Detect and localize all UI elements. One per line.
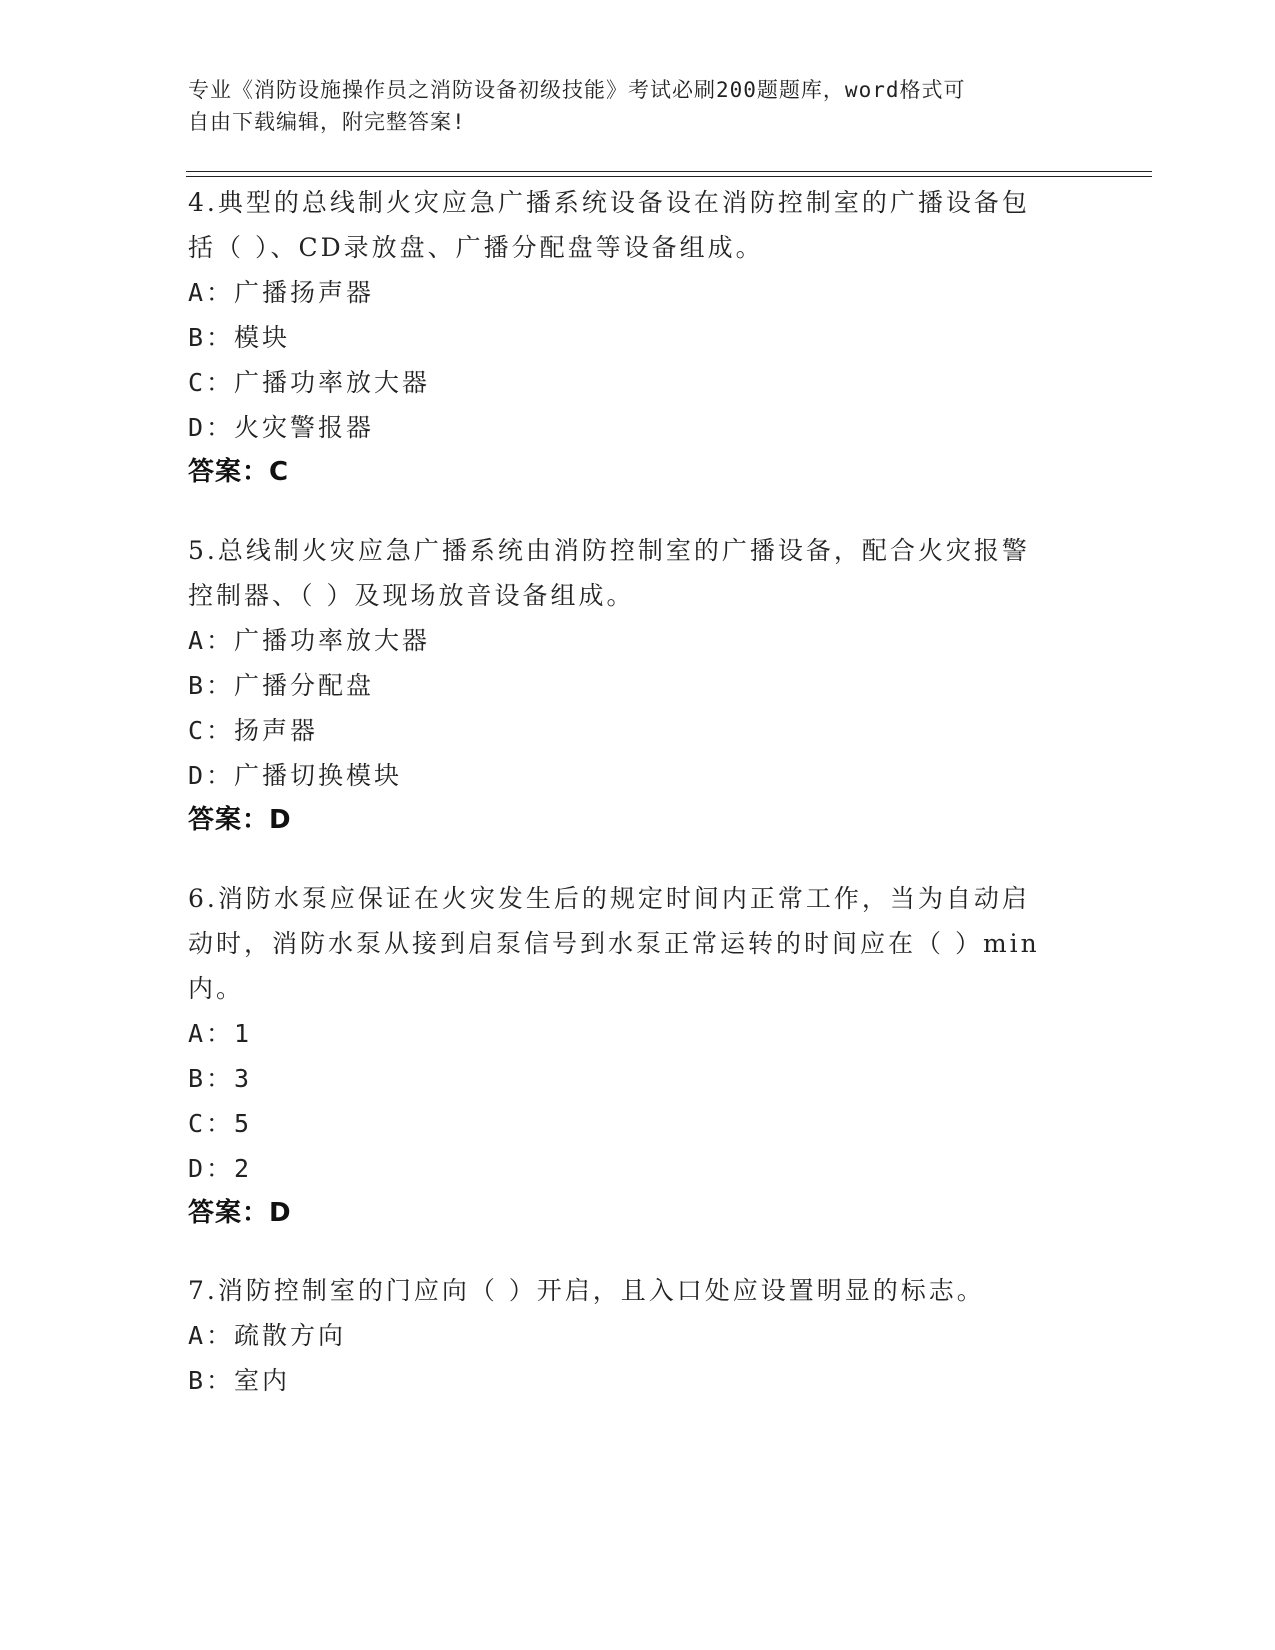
question-stem-line: 括（ ）、CD录放盘、广播分配盘等设备组成。 xyxy=(188,233,764,262)
option-a: A：广播扬声器 xyxy=(188,278,375,307)
header-divider-top xyxy=(186,171,1152,172)
header-line-1: 专业《消防设施操作员之消防设备初级技能》考试必刷200题题库，word格式可 xyxy=(188,78,966,102)
question-6 xyxy=(188,876,1088,1236)
question-stem-line: 动时，消防水泵从接到启泵信号到水泵正常运转的时间应在（ ）min xyxy=(188,929,1040,958)
option-b: B：广播分配盘 xyxy=(188,671,375,700)
answer: 答案：D xyxy=(188,1198,292,1228)
question-stem-line: 6.消防水泵应保证在火灾发生后的规定时间内正常工作，当为自动启 xyxy=(188,884,1030,913)
option-b: B：3 xyxy=(188,1064,253,1093)
option-c: C：5 xyxy=(188,1109,253,1138)
answer: 答案：C xyxy=(188,457,290,487)
question-stem-line: 5.总线制火灾应急广播系统由消防控制室的广播设备，配合火灾报警 xyxy=(188,536,1030,565)
answer: 答案：D xyxy=(188,805,292,835)
option-b: B：室内 xyxy=(188,1366,291,1395)
option-d: D：2 xyxy=(188,1154,253,1183)
option-c: C：广播功率放大器 xyxy=(188,368,431,397)
question-stem-line: 4.典型的总线制火灾应急广播系统设备设在消防控制室的广播设备包 xyxy=(188,188,1030,217)
option-a: A：1 xyxy=(188,1019,253,1048)
header-divider-bottom xyxy=(186,176,1152,177)
question-stem-line: 7.消防控制室的门应向（ ）开启，且入口处应设置明显的标志。 xyxy=(188,1276,985,1305)
option-b: B：模块 xyxy=(188,323,291,352)
option-a: A：疏散方向 xyxy=(188,1321,347,1350)
document-header xyxy=(188,74,1088,138)
question-5 xyxy=(188,528,1088,843)
option-d: D：火灾警报器 xyxy=(188,413,375,442)
question-stem-line: 内。 xyxy=(188,974,245,1003)
question-4 xyxy=(188,180,1088,495)
option-d: D：广播切换模块 xyxy=(188,761,403,790)
question-7 xyxy=(188,1268,1088,1403)
header-line-2: 自由下载编辑，附完整答案! xyxy=(188,110,466,134)
option-a: A：广播功率放大器 xyxy=(188,626,431,655)
option-c: C：扬声器 xyxy=(188,716,319,745)
question-stem-line: 控制器、（ ）及现场放音设备组成。 xyxy=(188,581,635,610)
